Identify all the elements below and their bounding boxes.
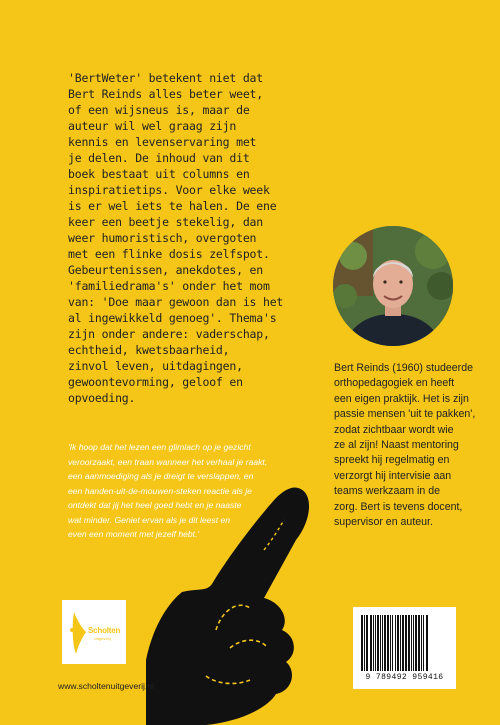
intro-line: boek bestaat uit columns en — [68, 167, 250, 181]
intro-text — [68, 70, 368, 406]
isbn-number: 9 789492 959416 — [365, 673, 444, 682]
barcode-bar — [384, 615, 386, 671]
barcode-bar — [364, 615, 365, 671]
bio-line: zorg. Bert is tevens docent, — [334, 500, 463, 513]
intro-line: echtheid, kwetsbaarheid, — [68, 343, 230, 357]
barcode-bar — [390, 615, 391, 671]
intro-line: auteur wil wel graag zijn — [68, 119, 237, 133]
intro-line: zijn onder andere: vaderschap, — [68, 327, 270, 341]
author-portrait-illustration — [333, 226, 453, 346]
intro-line: gewoontevorming, geloof en — [68, 375, 243, 389]
intro-line: Gebeurtenissen, anekdotes, en — [68, 263, 263, 277]
intro-line: kennis en levenservaring met — [68, 135, 257, 149]
barcode-bar — [380, 615, 381, 671]
intro-line: zinvol leven, uitdagingen, — [68, 359, 243, 373]
barcode-bar — [402, 615, 404, 671]
intro-line: van: 'Doe maar gewoon dan is het — [68, 295, 284, 309]
publisher-website[interactable]: www.scholtenuitgeverij.nl — [58, 681, 155, 691]
barcode-bar — [415, 615, 417, 671]
barcode-bar — [418, 615, 420, 671]
publisher-logo — [62, 600, 126, 664]
intro-line: Bert Reinds alles beter weet, — [68, 87, 263, 101]
intro-line: al ingewikkeld genoeg'. Thema's — [68, 311, 277, 325]
barcode-bars — [353, 607, 456, 673]
quote-line: wat minder. Geniet ervan als je dit leest en — [68, 514, 231, 525]
intro-line: 'BertWeter' betekent niet dat — [68, 71, 263, 85]
intro-line: keer een beetje stekelig, dan — [68, 215, 263, 229]
publisher-logo-sub: Uitgeverij — [94, 636, 111, 641]
barcode-bar — [377, 615, 379, 671]
barcode-bar — [408, 615, 410, 671]
barcode-bar — [361, 615, 363, 671]
quote-line: 'Ik hoop dat het lezen een glimlach op je gezicht — [68, 442, 251, 452]
barcode-bar — [373, 615, 374, 671]
bio-line: passie mensen 'uit te pakken', — [334, 408, 476, 421]
bio-line: teams werkzaam in de — [334, 485, 440, 498]
barcode-bar — [375, 615, 376, 671]
author-bio — [334, 361, 476, 530]
barcode-bar — [400, 615, 401, 671]
barcode-bar — [387, 615, 389, 671]
quote-line: een handen-uit-de-mouwen-steken reactie als je — [68, 485, 252, 496]
bio-line: een eigen praktijk. Het is zijn — [334, 392, 469, 405]
barcode-bar — [382, 615, 383, 671]
bio-line: ze al zijn! Naast mentoring — [334, 439, 459, 452]
barcode-bar — [392, 615, 393, 671]
barcode-bar — [370, 615, 372, 671]
intro-line: of een wijsneus is, maar de — [68, 103, 250, 117]
intro-line: inspiratietips. Voor elke week — [68, 183, 270, 197]
bio-line: orthopedagogiek en heeft — [334, 377, 455, 390]
bio-line: zodat zichtbaar wordt wie — [334, 423, 454, 436]
barcode-bar — [421, 615, 422, 671]
intro-line: is er wel iets te halen. De ene — [68, 199, 277, 213]
bio-line: verzorgt hij intervisie aan — [334, 469, 452, 482]
author-quote — [68, 440, 328, 542]
bio-line: spreekt hij regelmatig en — [334, 454, 450, 467]
quote-line: veroorzaakt, een traan wanneer het verhaal je raakt, — [68, 456, 268, 467]
barcode-bar — [426, 615, 428, 671]
barcode-bar — [397, 615, 399, 671]
barcode-bar — [423, 615, 424, 671]
bio-line: supervisor en auteur. — [334, 516, 433, 529]
quote-line: een aanmoediging als je dreigt te verslappen, en — [68, 471, 254, 481]
barcode-bar — [413, 615, 414, 671]
barcode-bar — [366, 615, 368, 671]
intro-line: je delen. De inhoud van dit — [68, 151, 250, 165]
author-photo — [333, 226, 453, 346]
barcode-bar — [395, 615, 396, 671]
intro-line: opvoeding. — [68, 391, 136, 405]
barcode-bar — [405, 615, 407, 671]
isbn-barcode — [353, 607, 456, 689]
barcode-bar — [411, 615, 412, 671]
intro-line: met een flinke dosis zelfspot. — [68, 247, 270, 261]
bio-line: Bert Reinds (1960) studeerde — [334, 362, 473, 374]
intro-line: weer humoristisch, overgoten — [68, 231, 257, 245]
publisher-logo-name: Scholten — [88, 626, 121, 635]
quote-line: ontdekt dat jij het heel goed hebt en je naaste — [68, 500, 242, 510]
quote-line: even een moment met jezelf hebt.' — [68, 529, 200, 539]
intro-line: 'familiedrama's' onder het mom — [68, 279, 270, 293]
